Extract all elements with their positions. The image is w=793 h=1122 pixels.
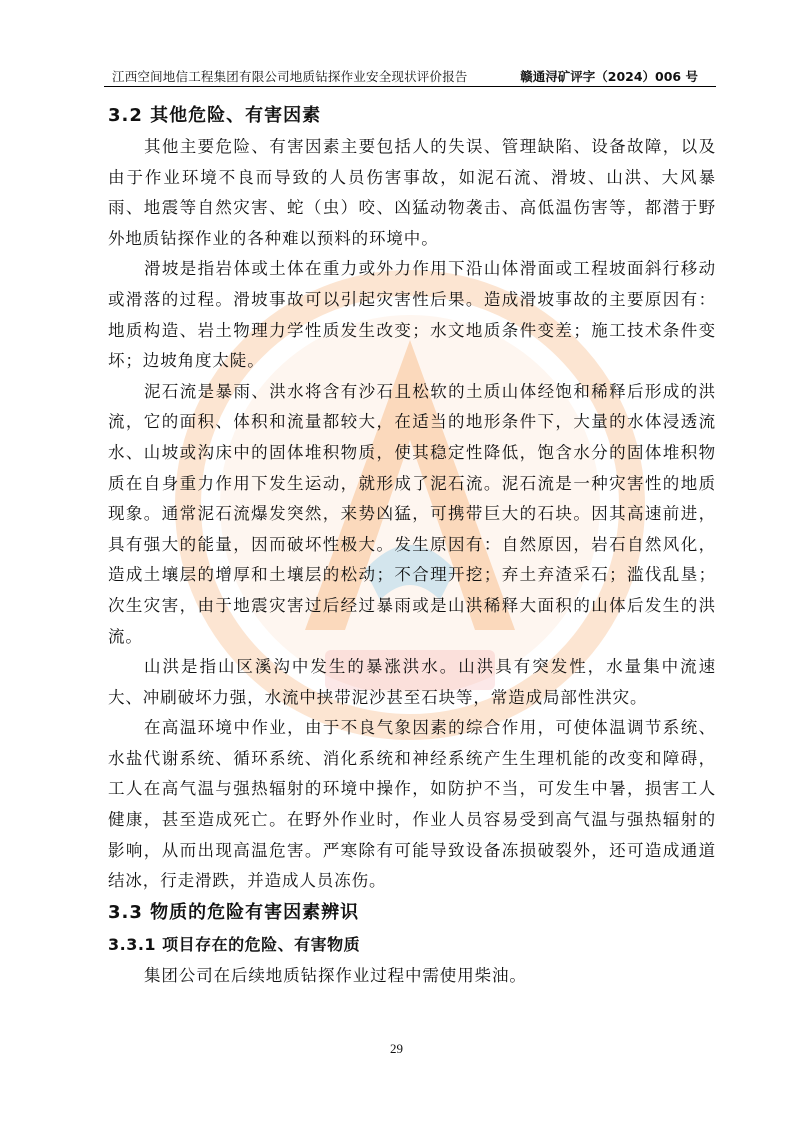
- paragraph: 在高温环境中作业，由于不良气象因素的综合作用，可使体温调节系统、水盐代谢系统、循环系统、消化系统和神经系统产生生理机能的改变和障碍，工人在高气温与强热辐射的环境中操作，如防护不当，可发生中暑，损害工人健康，甚至造成死亡。在野外作业时，作业人员容易受到高气温与强热辐射的影响，从而出现高温危害。严寒除有可能导致设备冻损破裂外，还可造成通道结冰，行走滑跌，并造成人员冻伤。: [108, 718, 716, 891]
- paragraph: 滑坡是指岩体或土体在重力或外力作用下沿山体滑面或工程坡面斜行移动或滑落的过程。滑坡事故可以引起灾害性后果。造成滑坡事故的主要原因有：地质构造、岩土物理力学性质发生改变；水文地质条件变差；施工技术条件变坏；边坡角度太陡。: [108, 259, 716, 371]
- section-3-3-1-title: 3.3.1 项目存在的危险、有害物质: [108, 934, 361, 954]
- section-3-3-title: 3.3 物质的危险有害因素辨识: [108, 901, 360, 923]
- paragraph: 集团公司在后续地质钻探作业过程中需使用柴油。: [144, 965, 527, 985]
- header-report-title: 江西空间地信工程集团有限公司地质钻探作业安全现状评价报告: [112, 69, 468, 84]
- page-header: [104, 66, 716, 87]
- section-3-2-title: 3.2 其他危险、有害因素: [108, 105, 322, 126]
- paragraph: 山洪是指山区溪沟中发生的暴涨洪水。山洪具有突发性，水量集中流速大、冲刷破坏力强，水流中挟带泥沙甚至石块等，常造成局部性洪灾。: [108, 657, 716, 707]
- page-number: 29: [390, 1041, 403, 1056]
- page-body: [108, 100, 716, 991]
- header-report-number: 赣通浔矿评字（2024）006 号: [520, 69, 698, 84]
- paragraph: 泥石流是暴雨、洪水将含有沙石且松软的土质山体经饱和稀释后形成的洪流，它的面积、体积和流量都较大，在适当的地形条件下，大量的水体浸透流水、山坡或沟床中的固体堆积物质，使其稳定性降低，饱含水分的固体堆积物质在自身重力作用下发生运动，就形成了泥石流。泥石流是一种灾害性的地质现象。通常泥石流爆发突然，来势凶猛，可携带巨大的石块。因其高速前进，具有强大的能量，因而破坏性极大。发生原因有：自然原因，岩石自然风化，造成土壤层的增厚和土壤层的松动；不合理开挖；弃土弃渣采石；滥伐乱垦；次生灾害，由于地震灾害过后经过暴雨或是山洪稀释大面积的山体后发生的洪流。: [108, 381, 716, 646]
- paragraph: 其他主要危险、有害因素主要包括人的失误、管理缺陷、设备故障，以及由于作业环境不良而导致的人员伤害事故，如泥石流、滑坡、山洪、大风暴雨、地震等自然灾害、蛇（虫）咬、凶猛动物袭击、高低温伤害等，都潜于野外地质钻探作业的各种难以预料的环境中。: [108, 137, 716, 248]
